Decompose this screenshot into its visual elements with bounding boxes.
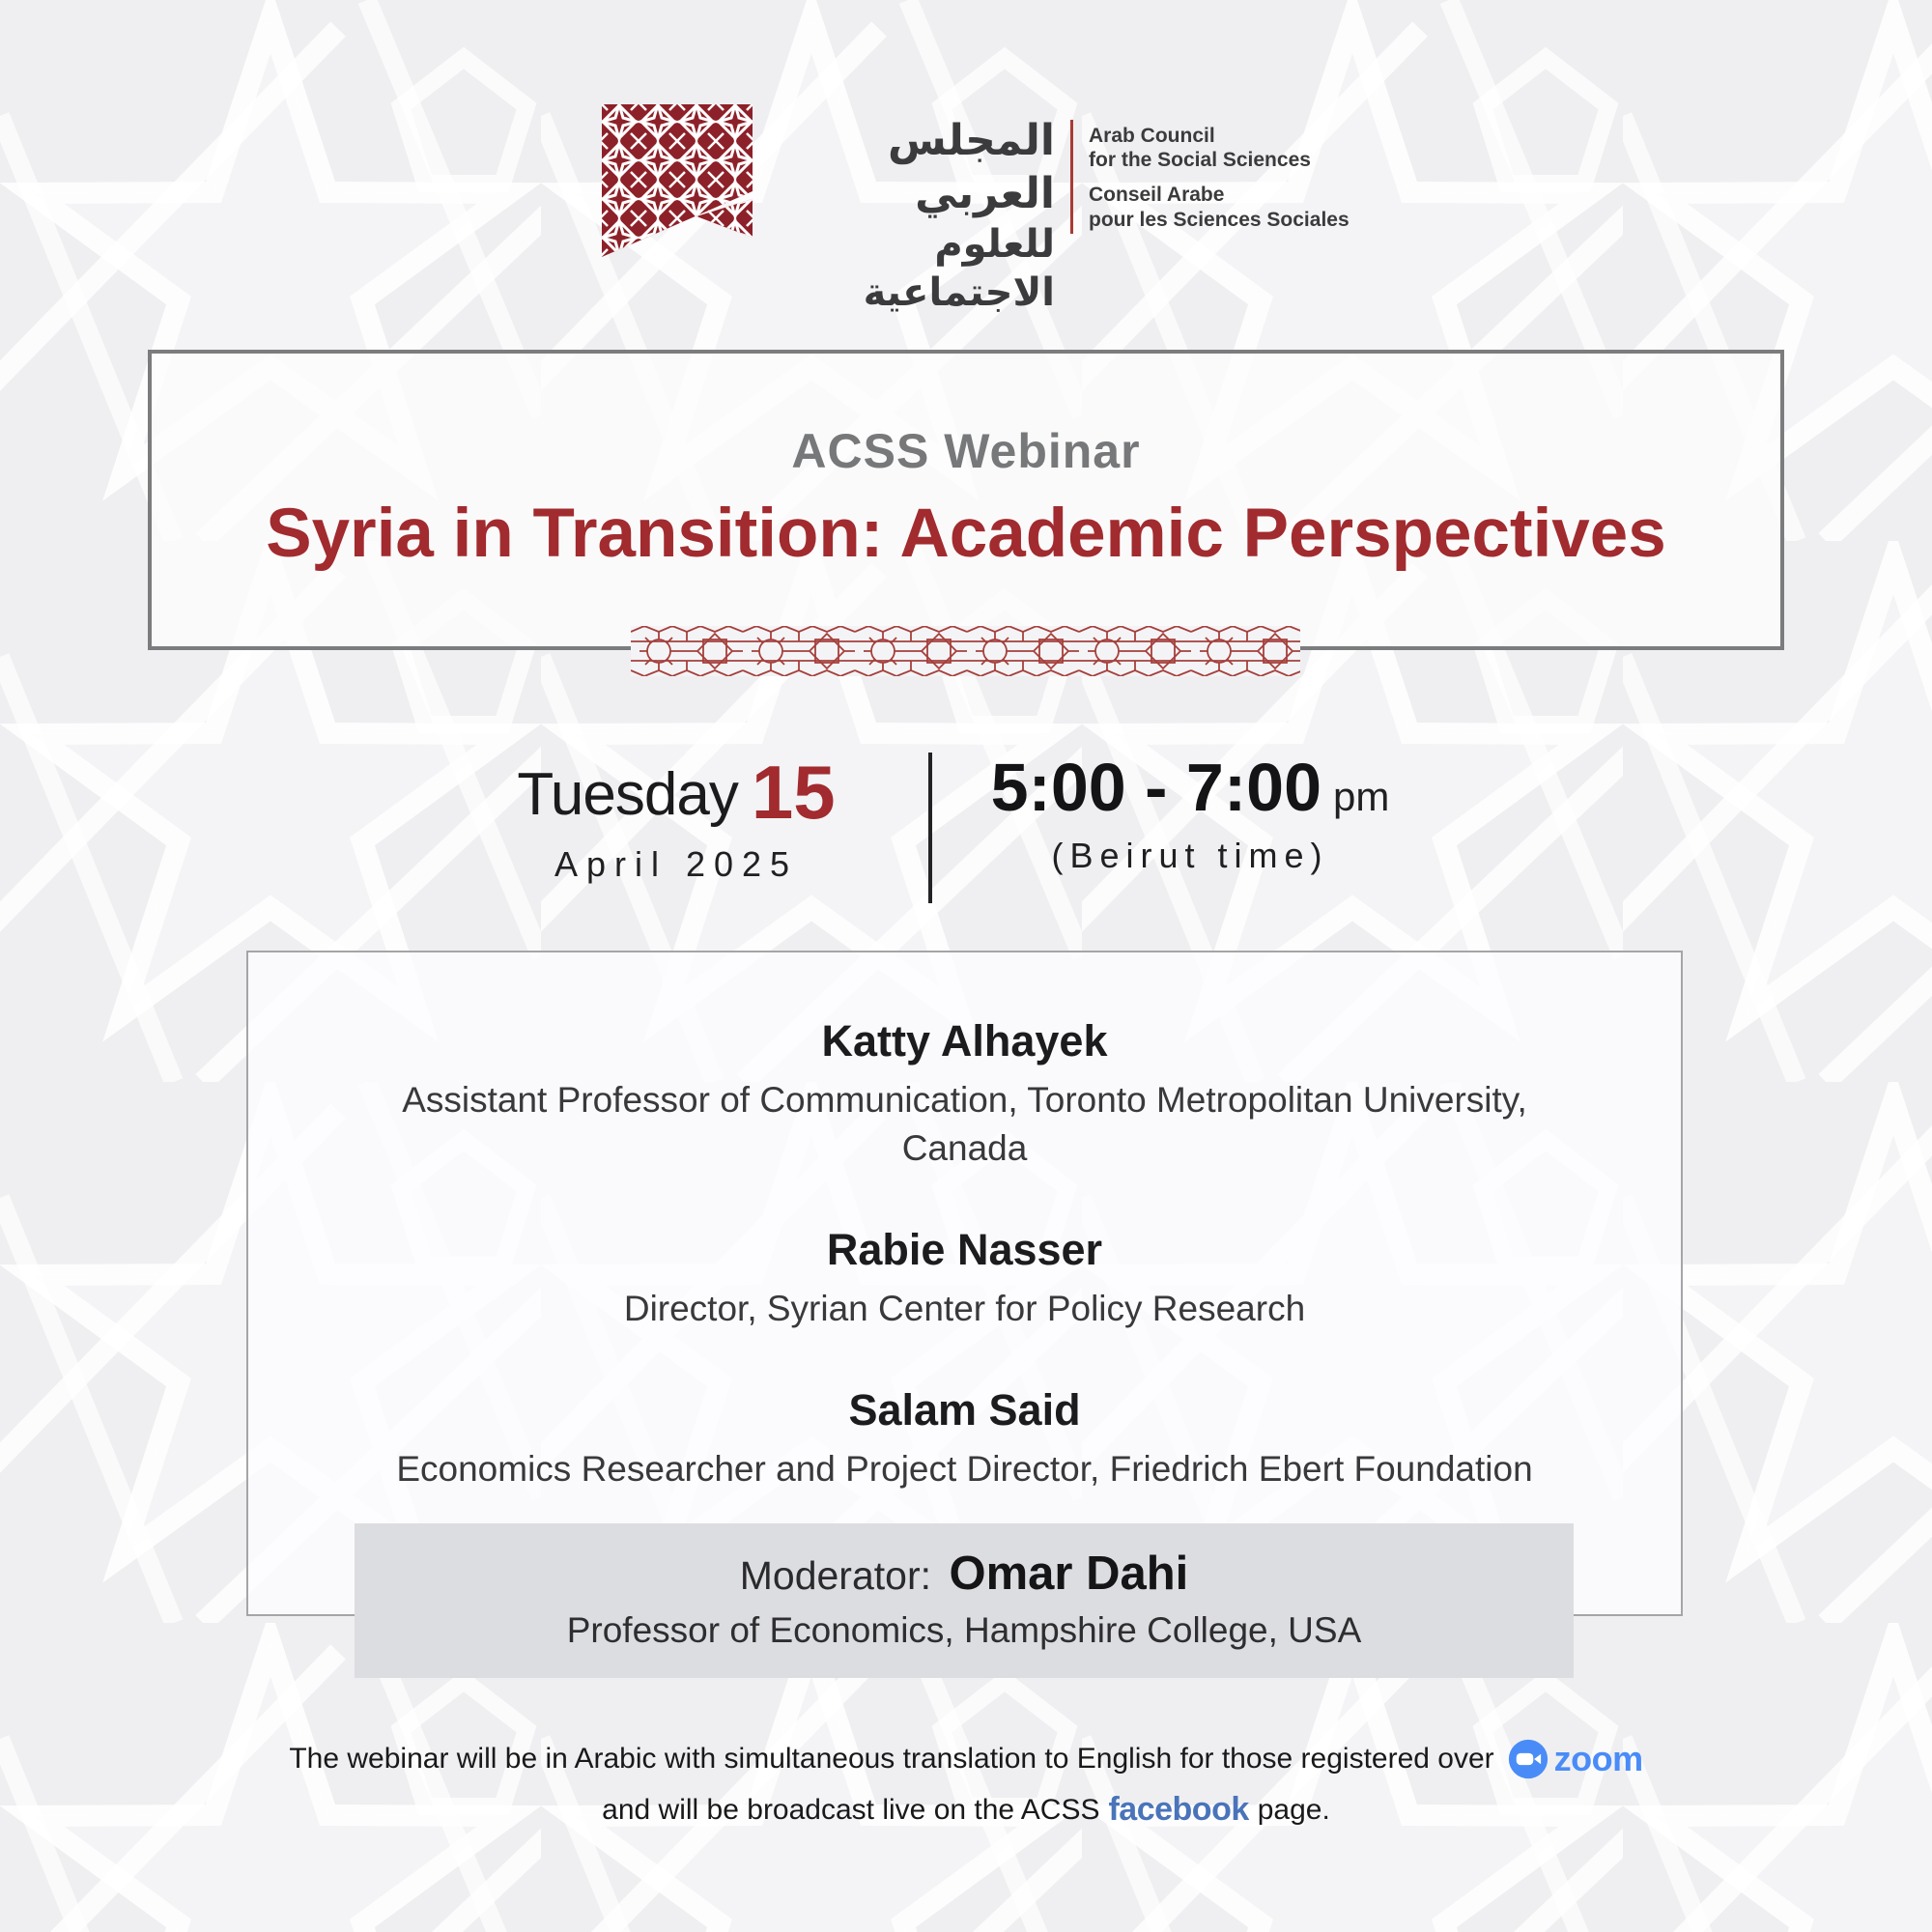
speaker-title: Assistant Professor of Communication, Toronto Metropolitan University, Canada	[402, 1080, 1527, 1168]
acss-logo-mark	[600, 102, 754, 267]
logo-english-name	[1089, 124, 1494, 172]
speaker-entry	[248, 1385, 1681, 1493]
moderator-line	[355, 1547, 1574, 1601]
logo-arabic-line1: المجلس العربي	[888, 116, 1055, 218]
speaker-title: Economics Researcher and Project Director, Friedrich Ebert Foundation	[396, 1448, 1533, 1489]
speaker-entry	[248, 1016, 1681, 1173]
logo-latin-name	[1089, 124, 1494, 242]
speaker-name: Katty Alhayek	[821, 1016, 1108, 1065]
zoom-camera-icon	[1508, 1739, 1548, 1779]
speaker-title: Director, Syrian Center for Policy Research	[623, 1288, 1306, 1328]
footer	[0, 1739, 1932, 1829]
time-suffix: pm	[1333, 774, 1390, 819]
weekday: Tuesday	[517, 761, 738, 828]
footer-line2	[0, 1791, 1932, 1829]
logo-french-name	[1089, 183, 1494, 231]
footer-line1-text: The webinar will be in Arabic with simultaneous translation to English for those registered over	[289, 1743, 1494, 1775]
webinar-kicker: ACSS Webinar	[791, 424, 1141, 478]
speaker-entry	[248, 1225, 1681, 1333]
moderator-label: Moderator:	[739, 1553, 931, 1598]
time-line	[958, 749, 1422, 826]
logo-divider-rule	[1070, 120, 1073, 234]
time-block	[958, 749, 1422, 876]
time-range: 5:00 - 7:00	[990, 750, 1322, 825]
logo-english-line1: Arab Council	[1089, 125, 1215, 147]
zoom-wordmark: zoom	[1553, 1739, 1643, 1778]
date-block	[415, 749, 937, 885]
ornament-band	[631, 626, 1300, 676]
footer-line1	[0, 1739, 1932, 1779]
timezone: (Beirut time)	[1051, 836, 1329, 875]
speaker-name: Salam Said	[848, 1384, 1081, 1435]
speaker-name: Rabie Nasser	[826, 1224, 1103, 1274]
footer-line2-text: and will be broadcast live on the ACSS	[602, 1793, 1100, 1826]
speakers-box	[246, 951, 1683, 1616]
logo-arabic-name	[773, 114, 1055, 317]
logo-english-line2: for the Social Sciences	[1089, 149, 1311, 172]
facebook-wordmark: facebook	[1108, 1791, 1249, 1828]
logo-arabic-line2: للعلوم الاجتماعية	[863, 222, 1055, 315]
logo-french-line1: Conseil Arabe	[1089, 184, 1225, 207]
date-line	[415, 749, 937, 837]
logo-french-line2: pour les Sciences Sociales	[1089, 208, 1350, 231]
moderator-title: Professor of Economics, Hampshire College, USA	[566, 1610, 1362, 1650]
zoom-logo	[1508, 1739, 1643, 1779]
page-title: Syria in Transition: Academic Perspectives	[266, 496, 1666, 572]
footer-line2-end: page.	[1257, 1793, 1330, 1826]
moderator-name: Omar Dahi	[949, 1548, 1189, 1600]
month-year: April 2025	[554, 844, 799, 884]
title-box	[148, 350, 1784, 650]
schedule-divider	[928, 753, 932, 903]
date-number: 15	[751, 750, 836, 835]
moderator-box	[355, 1523, 1574, 1678]
